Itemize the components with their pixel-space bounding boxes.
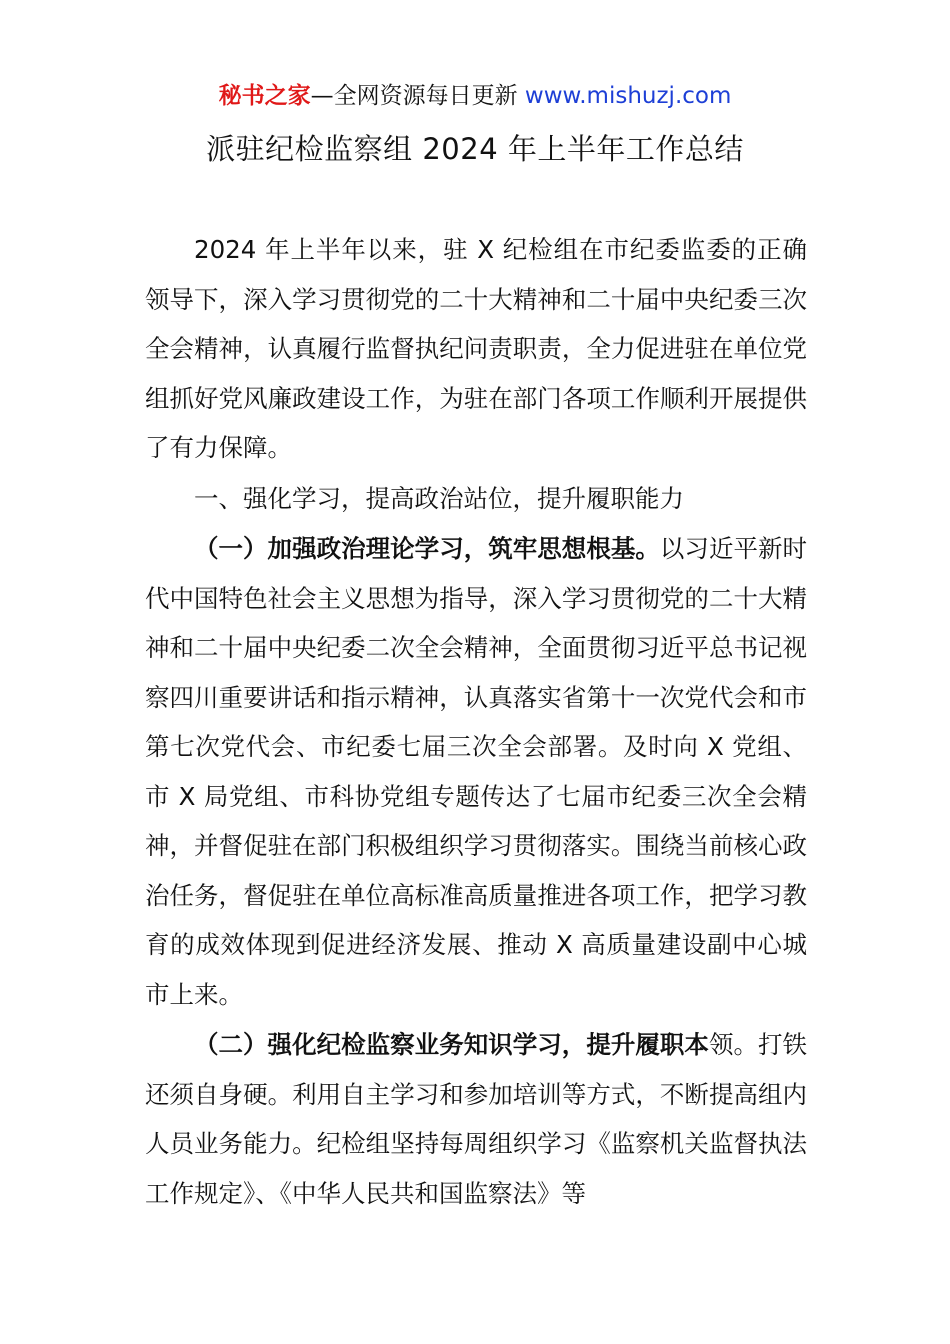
site-header [0,78,950,114]
intro-paragraph: 2024 年上半年以来，驻 X 纪检组在市纪委监委的正确领导下，深入学习贯彻党的二十大精神和二十届中央纪委三次全会精神，认真履行监督执纪问责职责，全力促进驻在单位党组抓好党风廉政建设工作，为驻在部门各项工作顺利开展提供了有力保障。 [145,235,807,462]
brand-name[interactable]: 秘书之家 [218,83,311,109]
header-tagline: —全网资源每日更新 [310,83,525,109]
site-url-link[interactable]: www.mishuzj.com [524,83,732,109]
subsection-paragraph-1 [145,524,807,1019]
subsection-paragraph-2 [145,1020,807,1218]
section-heading-1: 一、强化学习，提高政治站位，提升履职能力 [194,483,684,513]
subsection-heading-1: （一）加强政治理论学习，筑牢思想根基。 [194,534,660,563]
subsection-body-1: 以习近平新时代中国特色社会主义思想为指导，深入学习贯彻党的二十大精神和二十届中央纪委二次全会精神，全面贯彻习近平总书记视察四川重要讲话和指示精神，认真落实省第十一次党代会和市第七次党代会、市纪委七届三次全会部署。及时向 X 党组、市 X 局党组、市科协党组专题传达了七届市纪委三次全会精神，并督促驻在部门积极组织学习贯彻落实。围绕当前核心政治任务，督促驻在单位高标准高质量推进各项工作，把学习教育的成效体现到促进经济发展、推动 X 高质量建设副中心城市上来。 [145,534,808,1009]
document-body [145,225,807,1218]
subsection-heading-2: （二）强化纪检监察业务知识学习，提升履职本 [194,1030,709,1059]
document-title: 派驻纪检监察组 2024 年上半年工作总结 [206,132,744,166]
subsection-body-2: 领。打铁还须自身硬。利用自主学习和参加培训等方式，不断提高组内人员业务能力。纪检组坚持每周组织学习《监察机关监督执法工作规定》、《中华人民共和国监察法》等 [145,1030,807,1208]
